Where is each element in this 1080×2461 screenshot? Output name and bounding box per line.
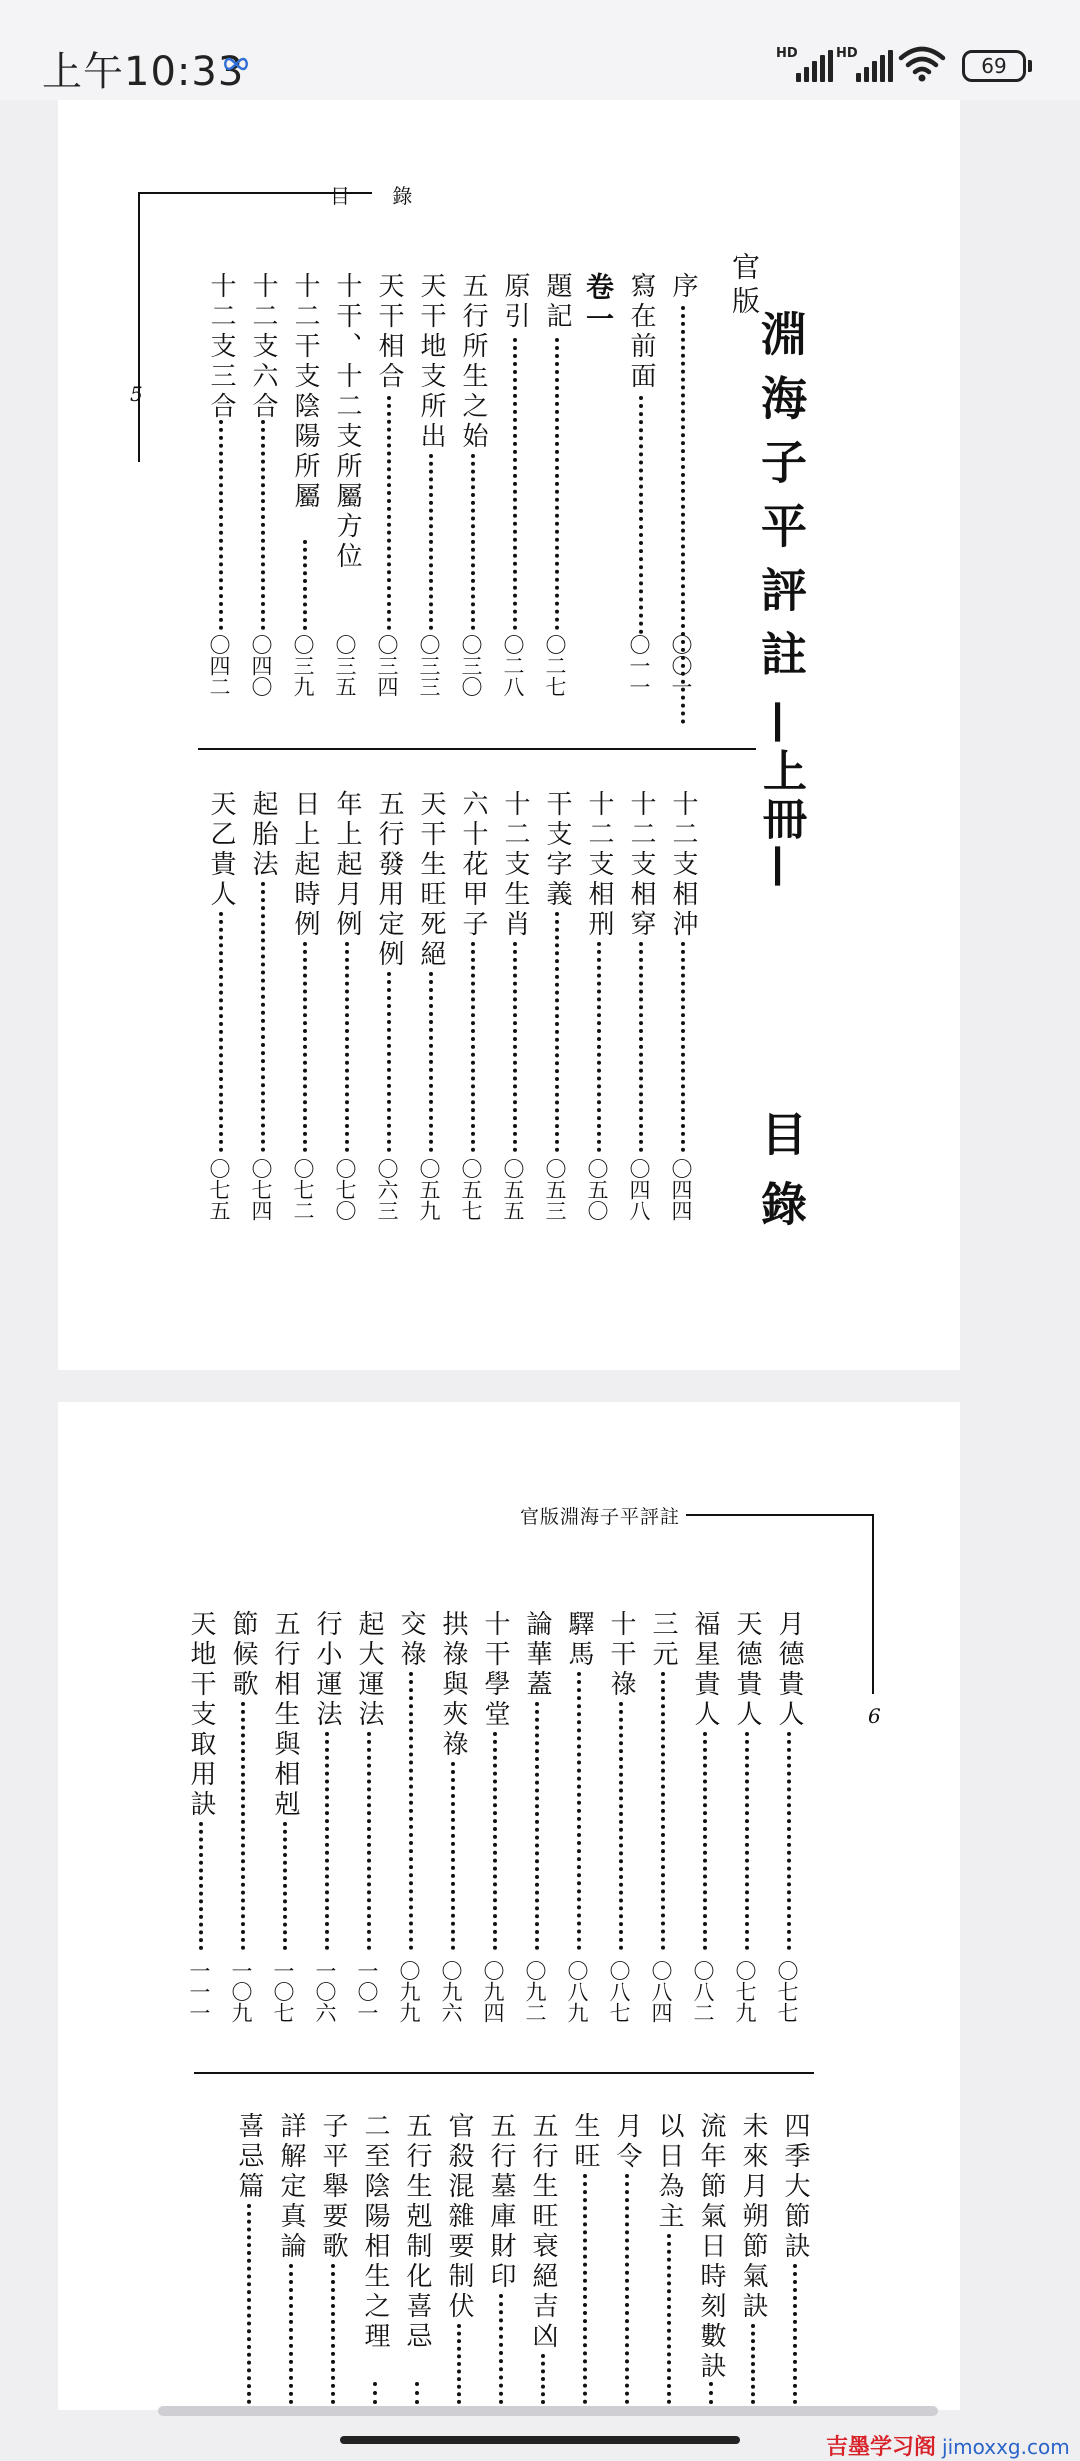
- section-divider: [194, 2072, 814, 2074]
- toc-entry-label: 五行墓庫財印: [486, 2112, 516, 2292]
- toc-entry-label: 十二干支陰陽所屬: [290, 272, 320, 512]
- toc-entry-label: 節候歌: [228, 1610, 258, 1700]
- document-page-1: [58, 100, 960, 1370]
- page-number: 6: [868, 1704, 881, 1728]
- watermark-en: jimoxxg.com: [942, 2435, 1070, 2459]
- dot-leader: [247, 2204, 251, 2404]
- dot-leader: [583, 2174, 587, 2404]
- dot-leader: [681, 942, 685, 1152]
- toc-entry-page: 一〇一: [355, 1960, 379, 2023]
- dot-leader: [555, 338, 559, 630]
- toc-entry-page: 〇七九: [733, 1960, 757, 2023]
- toc-entry-label: 天地干支取用訣: [186, 1610, 216, 1820]
- toc-entry-page: 〇七四: [249, 1158, 273, 1221]
- toc-entry-label: 天德貴人: [732, 1610, 762, 1730]
- dot-leader: [471, 942, 475, 1152]
- toc-entry-label: 未來月朔節氣訣: [738, 2112, 768, 2322]
- toc-entry-label: 五行發用定例: [374, 790, 404, 970]
- toc-entry-page: 〇五九: [417, 1158, 441, 1221]
- toc-entry-page: 〇八九: [565, 1960, 589, 2023]
- dot-leader: [703, 1732, 707, 1950]
- toc-entry-label: 詳解定真論: [276, 2112, 306, 2262]
- dot-leader: [303, 942, 307, 1152]
- dot-leader: [541, 2354, 545, 2404]
- header-rule: [686, 1514, 872, 1516]
- dot-leader: [241, 1702, 245, 1950]
- toc-entry-label: 月令: [612, 2112, 642, 2172]
- toc-entry-label: 十二支相穿: [626, 790, 656, 940]
- dot-leader: [283, 1822, 287, 1950]
- toc-entry-label: 五行所生之始: [458, 272, 488, 452]
- toc-entry-label: 五行生旺衰絕吉凶: [528, 2112, 558, 2352]
- dot-leader: [535, 1702, 539, 1950]
- book-title: 淵海子平評註: [754, 310, 808, 694]
- infinity-icon: [222, 56, 250, 72]
- toc-entry-label: 三元: [648, 1610, 678, 1670]
- toc-entry-label: 序: [668, 272, 698, 302]
- toc-entry-label: 喜忌篇: [234, 2112, 264, 2202]
- dot-leader: [367, 1732, 371, 1950]
- toc-entry-label: 起大運法: [354, 1610, 384, 1730]
- dot-leader: [415, 2382, 419, 2404]
- toc-entry-page: 一〇六: [313, 1960, 337, 2023]
- dot-leader: [331, 2264, 335, 2404]
- toc-entry-label: 交祿: [396, 1610, 426, 1670]
- toc-title: 目錄: [754, 1110, 808, 1250]
- toc-entry-label: 十二支相沖: [668, 790, 698, 940]
- dot-leader: [493, 1732, 497, 1950]
- toc-entry-label: 論華蓋: [522, 1610, 552, 1700]
- dot-leader: [261, 420, 265, 630]
- watermark: [826, 2430, 1070, 2461]
- toc-entry-page: 〇五〇: [585, 1158, 609, 1221]
- toc-entry-label: 以日為主: [654, 2112, 684, 2232]
- toc-entry-label: 卷一: [582, 272, 615, 336]
- toc-entry-label: 四季大節訣: [780, 2112, 810, 2262]
- toc-entry-label: 生旺: [570, 2112, 600, 2172]
- running-header: 官版淵海子平評註: [520, 1506, 681, 1528]
- book-prefix: 官版: [728, 252, 761, 320]
- toc-entry-label: 驛馬: [564, 1610, 594, 1670]
- toc-entry-page: 〇四二: [207, 634, 231, 697]
- toc-entry-label: 行小運法: [312, 1610, 342, 1730]
- dot-leader: [661, 1672, 665, 1950]
- dot-leader: [513, 338, 517, 630]
- toc-entry-page: 〇八四: [649, 1960, 673, 2023]
- dot-leader: [219, 420, 223, 630]
- dot-leader: [639, 396, 643, 634]
- toc-entry-label: 干支字義: [542, 790, 572, 910]
- header-side-rule: [138, 192, 140, 462]
- dot-leader: [555, 912, 559, 1152]
- toc-entry-label: 六十花甲子: [458, 790, 488, 940]
- dot-leader: [345, 942, 349, 1152]
- toc-entry-label: 十干學堂: [480, 1610, 510, 1730]
- toc-entry-label: 原引: [500, 272, 530, 332]
- home-indicator[interactable]: [340, 2436, 740, 2444]
- hd-label: HD: [776, 46, 798, 61]
- dot-leader: [513, 942, 517, 1152]
- toc-entry-page: 一一一: [187, 1960, 211, 2023]
- toc-entry-page: 〇一一: [627, 634, 651, 697]
- header-side-rule: [872, 1514, 874, 1694]
- toc-entry-label: 年上起月例: [332, 790, 362, 940]
- hd-label: HD: [836, 46, 858, 61]
- wifi-icon: [898, 46, 946, 82]
- dot-leader: [387, 972, 391, 1152]
- dot-leader: [373, 2382, 377, 2404]
- toc-entry-label: 流年節氣日時刻數訣: [696, 2112, 726, 2382]
- toc-entry-page: 〇三四: [375, 634, 399, 697]
- toc-entry-label: 十干祿: [606, 1610, 636, 1700]
- toc-entry-page: 〇二七: [543, 634, 567, 697]
- status-bar: [0, 0, 1080, 100]
- dot-leader: [409, 1672, 413, 1950]
- toc-entry-label: 月德貴人: [774, 1610, 804, 1730]
- dot-leader: [577, 1672, 581, 1950]
- battery-icon: 69: [962, 50, 1026, 82]
- toc-entry-page: 〇二八: [501, 634, 525, 697]
- toc-entry-label: 官殺混雜要制伏: [444, 2112, 474, 2322]
- toc-entry-label: 天干相合: [374, 272, 404, 392]
- toc-entry-page: 〇五七: [459, 1158, 483, 1221]
- watermark-cn: 吉墨学习阁: [826, 2435, 937, 2460]
- toc-entry-label: 十二支六合: [248, 272, 278, 422]
- toc-entry-page: 〇五三: [543, 1158, 567, 1221]
- dot-leader: [387, 396, 391, 630]
- toc-entry-label: 十二支生肖: [500, 790, 530, 940]
- dot-leader: [619, 1702, 623, 1950]
- dot-leader: [625, 2174, 629, 2404]
- toc-entry-label: 子平舉要歌: [318, 2112, 348, 2262]
- toc-entry-label: 天干生旺死絕: [416, 790, 446, 970]
- toc-entry-page: 〇九二: [523, 1960, 547, 2023]
- toc-entry-page: 〇七〇: [333, 1158, 357, 1221]
- toc-entry-page: 〇七七: [775, 1960, 799, 2023]
- running-header: 目 錄: [330, 184, 431, 208]
- dot-leader: [261, 882, 265, 1152]
- toc-entry-page: 〇七二: [291, 1158, 315, 1221]
- dot-leader: [457, 2324, 461, 2404]
- dot-leader: [429, 972, 433, 1152]
- battery-tip: [1028, 60, 1032, 72]
- toc-entry-page: 〇三三: [417, 634, 441, 697]
- toc-entry-page: 〇〇一: [669, 634, 693, 697]
- horizontal-scrollbar[interactable]: [158, 2406, 938, 2416]
- dot-leader: [325, 1732, 329, 1950]
- dot-leader: [289, 2264, 293, 2404]
- dot-leader: [451, 1762, 455, 1950]
- dot-leader: [639, 942, 643, 1152]
- toc-entry-label: 拱祿與夾祿: [438, 1610, 468, 1760]
- toc-entry-page: 〇七五: [207, 1158, 231, 1221]
- toc-entry-label: 十二支相刑: [584, 790, 614, 940]
- toc-entry-page: 〇三〇: [459, 634, 483, 697]
- toc-entry-label: 十干、十二支所屬方位: [332, 272, 362, 572]
- dot-leader: [751, 2324, 755, 2404]
- page-number: 5: [130, 382, 143, 406]
- toc-entry-page: 〇九九: [397, 1960, 421, 2023]
- toc-entry-page: 〇九六: [439, 1960, 463, 2023]
- dot-leader: [787, 1732, 791, 1950]
- toc-entry-page: 〇五五: [501, 1158, 525, 1221]
- toc-entry-page: 〇三九: [291, 634, 315, 697]
- toc-entry-label: 寫在前面: [626, 272, 656, 392]
- toc-entry-page: 一〇九: [229, 1960, 253, 2023]
- dot-leader: [745, 1732, 749, 1950]
- dot-leader: [597, 942, 601, 1152]
- toc-entry-page: 〇八二: [691, 1960, 715, 2023]
- toc-entry-page: 〇八七: [607, 1960, 631, 2023]
- toc-entry-label: 起胎法: [248, 790, 278, 880]
- toc-entry-label: 天乙貴人: [206, 790, 236, 910]
- toc-entry-page: 〇三五: [333, 634, 357, 697]
- toc-entry-page: 〇四四: [669, 1158, 693, 1221]
- dot-leader: [303, 540, 307, 630]
- dot-leader: [499, 2294, 503, 2404]
- toc-entry-page: 〇九四: [481, 1960, 505, 2023]
- toc-entry-label: 題記: [542, 272, 572, 332]
- dot-leader: [199, 1822, 203, 1950]
- volume-title: —上冊—: [755, 700, 806, 892]
- toc-entry-page: 〇六三: [375, 1158, 399, 1221]
- toc-entry-label: 五行相生與相剋: [270, 1610, 300, 1820]
- section-divider: [198, 748, 756, 750]
- toc-entry-label: 福星貴人: [690, 1610, 720, 1730]
- dot-leader: [471, 454, 475, 630]
- status-time: 上午10:33: [42, 49, 245, 95]
- toc-entry-label: 日上起時例: [290, 790, 320, 940]
- toc-entry-page: 一〇七: [271, 1960, 295, 2023]
- dot-leader: [667, 2234, 671, 2404]
- toc-entry-page: 〇四〇: [249, 634, 273, 697]
- toc-entry-label: 十二支三合: [206, 272, 236, 422]
- dot-leader: [709, 2382, 713, 2404]
- toc-entry-label: 天干地支所出: [416, 272, 446, 452]
- dot-leader: [429, 454, 433, 630]
- document-page-2: [58, 1402, 960, 2410]
- toc-entry-page: 〇四八: [627, 1158, 651, 1221]
- toc-entry-label: 二至陰陽相生之理: [360, 2112, 390, 2352]
- dot-leader: [793, 2264, 797, 2404]
- dot-leader: [219, 912, 223, 1152]
- toc-entry-label: 五行生剋制化喜忌: [402, 2112, 432, 2352]
